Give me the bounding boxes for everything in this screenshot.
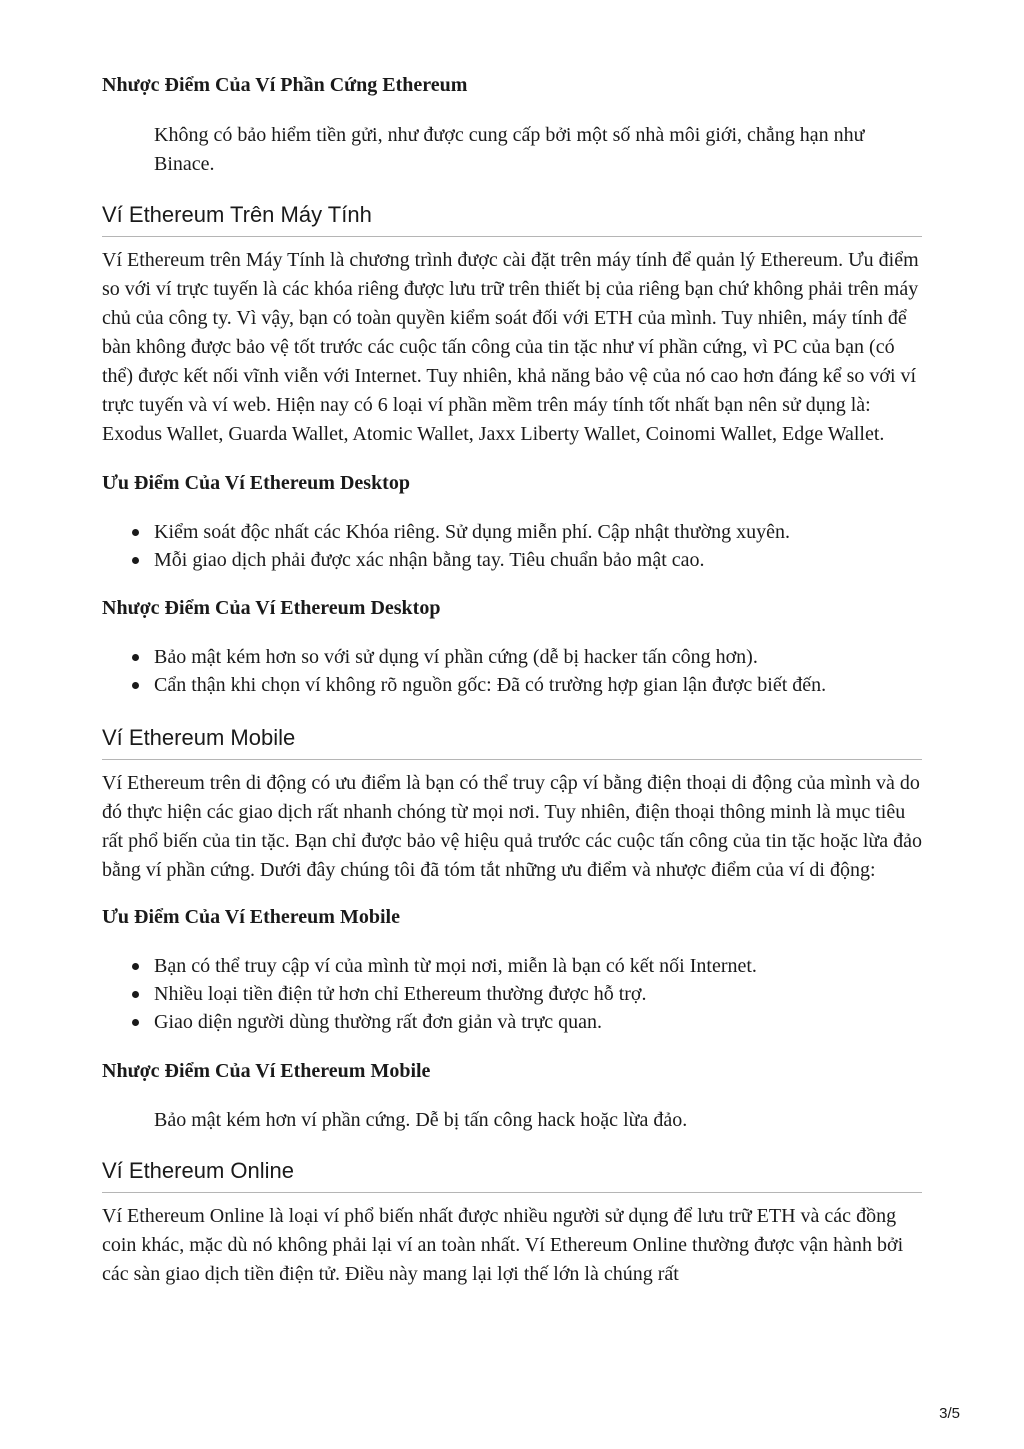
list-item-text: Giao diện người dùng thường rất đơn giản và trực quan. — [154, 1011, 603, 1033]
bullet-icon — [132, 529, 139, 536]
mobile-pros-list — [102, 952, 922, 1036]
list-item-text: Kiểm soát độc nhất các Khóa riêng. Sử dụng miễn phí. Cập nhật thường xuyên. — [154, 521, 791, 543]
hardware-cons-heading: Nhược Điểm Của Ví Phần Cứng Ethereum — [102, 74, 468, 96]
online-section-heading: Ví Ethereum Online — [102, 1156, 922, 1193]
online-paragraph: Ví Ethereum Online là loại ví phổ biến nhất được nhiều người sử dụng để lưu trữ ETH và các đồng coin khác, mặc dù nó không phải lại ví an toàn nhất. Ví Ethereum Online thường được vận hành bởi các sàn giao dịch tiền điện tử. Điều này mang lại lợi thế lớn là chúng rất — [102, 1205, 904, 1285]
list-item — [102, 643, 922, 671]
desktop-paragraph: Ví Ethereum trên Máy Tính là chương trình được cài đặt trên máy tính để quản lý Ethereum. Ưu điểm so với ví trực tuyến là các khóa riêng được lưu trữ trên thiết bị của riêng bạn chứ không phải trên máy chủ của công ty. Vì vậy, bạn có toàn quyền kiểm soát đối với ETH của mình. Tuy nhiên, máy tính để bàn không được bảo vệ tốt trước các cuộc tấn công của tin tặc như ví phần cứng, vì PC của bạn (có thể) được kết nối vĩnh viễn với Internet. Tuy nhiên, khả năng bảo vệ của nó cao hơn đáng kể so với ví trực tuyến và ví web. Hiện nay có 6 loại ví phần mềm trên máy tính tốt nhất bạn nên sử dụng là: Exodus Wallet, Guarda Wallet, Atomic Wallet, Jaxx Liberty Wallet, Coinomi Wallet, Edge Wallet. — [102, 249, 919, 445]
list-item — [102, 518, 922, 546]
document-page — [102, 68, 922, 1289]
bullet-icon — [132, 991, 139, 998]
bullet-icon — [132, 682, 139, 689]
page-number: 3/5 — [939, 1405, 960, 1422]
hardware-cons-text: Không có bảo hiểm tiền gửi, như được cung cấp bởi một số nhà môi giới, chẳng hạn như Binace. — [154, 124, 865, 175]
list-item-text: Nhiều loại tiền điện tử hơn chỉ Ethereum thường được hỗ trợ. — [154, 983, 647, 1005]
mobile-cons-text: Bảo mật kém hơn ví phần cứng. Dễ bị tấn công hack hoặc lừa đảo. — [154, 1109, 688, 1131]
list-item-text: Cẩn thận khi chọn ví không rõ nguồn gốc: Đã có trường hợp gian lận được biết đến. — [154, 674, 827, 696]
bullet-icon — [132, 557, 139, 564]
list-item — [102, 546, 922, 574]
desktop-pros-heading: Ưu Điểm Của Ví Ethereum Desktop — [102, 472, 410, 494]
list-item-text: Bảo mật kém hơn so với sử dụng ví phần cứng (dễ bị hacker tấn công hơn). — [154, 646, 758, 668]
mobile-section-heading: Ví Ethereum Mobile — [102, 723, 922, 760]
list-item — [102, 952, 922, 980]
bullet-icon — [132, 1019, 139, 1026]
list-item — [102, 980, 922, 1008]
list-item-text: Bạn có thể truy cập ví của mình từ mọi nơi, miễn là bạn có kết nối Internet. — [154, 955, 757, 977]
mobile-cons-heading: Nhược Điểm Của Ví Ethereum Mobile — [102, 1060, 431, 1082]
bullet-icon — [132, 654, 139, 661]
mobile-paragraph: Ví Ethereum trên di động có ưu điểm là bạn có thể truy cập ví bằng điện thoại di động của mình và do đó thực hiện các giao dịch rất nhanh chóng từ mọi nơi. Tuy nhiên, điện thoại thông minh là mục tiêu rất phổ biến của tin tặc. Bạn chỉ được bảo vệ hiệu quả trước các cuộc tấn công của tin tặc hoặc lừa đảo bằng ví phần cứng. Dưới đây chúng tôi đã tóm tắt những ưu điểm và nhược điểm của ví di động: — [102, 772, 922, 881]
list-item — [102, 1008, 922, 1036]
desktop-section-heading: Ví Ethereum Trên Máy Tính — [102, 200, 922, 237]
desktop-cons-heading: Nhược Điểm Của Ví Ethereum Desktop — [102, 597, 441, 619]
list-item-text: Mỗi giao dịch phải được xác nhận bằng tay. Tiêu chuẩn bảo mật cao. — [154, 549, 705, 571]
desktop-pros-list — [102, 518, 922, 574]
bullet-icon — [132, 963, 139, 970]
list-item — [102, 671, 922, 699]
mobile-pros-heading: Ưu Điểm Của Ví Ethereum Mobile — [102, 906, 400, 928]
desktop-cons-list — [102, 643, 922, 699]
